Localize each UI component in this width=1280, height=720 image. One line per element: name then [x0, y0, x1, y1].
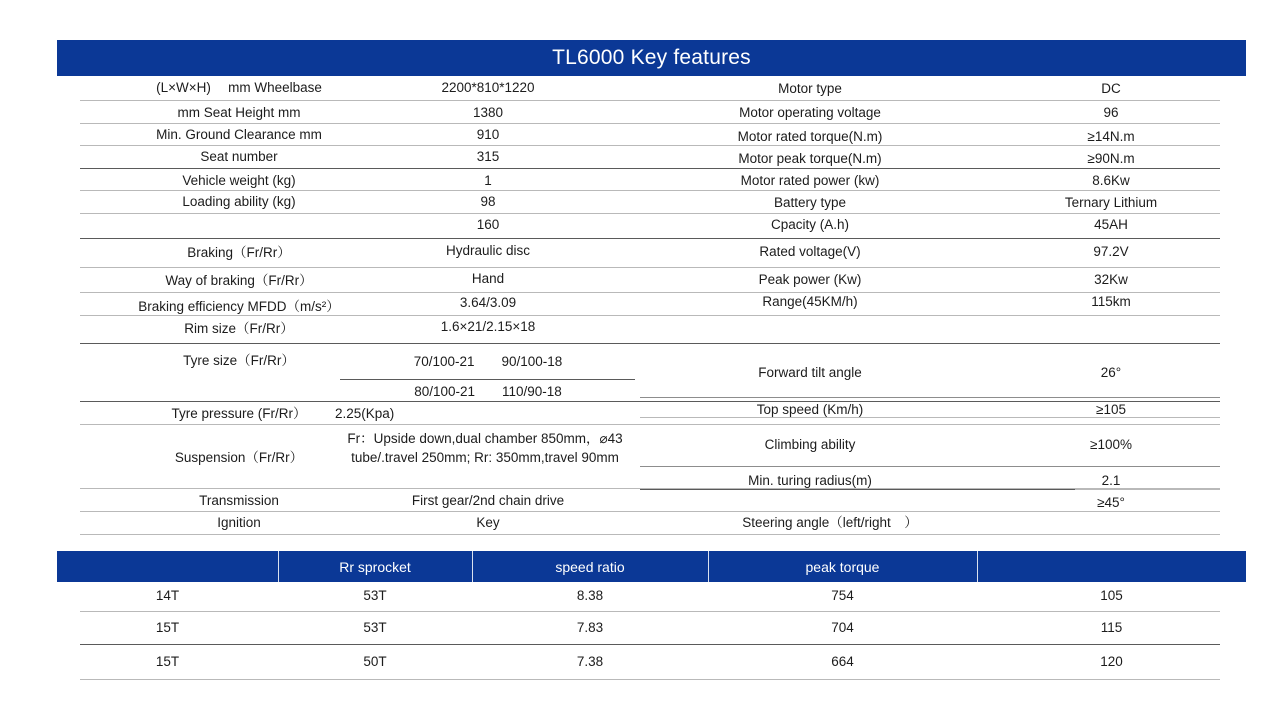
- row-divider: [80, 190, 1220, 191]
- spec-label: Tyre size（Fr/Rr）: [183, 353, 295, 368]
- row-divider: [80, 315, 1220, 316]
- spec-label: Vehicle weight (kg): [182, 173, 296, 188]
- spec-value: 315: [476, 149, 500, 164]
- spec-label: Rim size（Fr/Rr）: [184, 321, 294, 336]
- gear-cell: 50T: [363, 654, 387, 669]
- gear-cell: 7.83: [576, 620, 604, 635]
- gear-cell: 53T: [363, 588, 387, 603]
- row-divider: [80, 343, 1220, 344]
- row-divider: [80, 213, 1220, 214]
- gear-cell: 664: [831, 654, 854, 669]
- spec-value: 32Kw: [1094, 272, 1128, 287]
- spec-label: Motor operating voltage: [739, 105, 881, 120]
- row-divider: [1075, 489, 1220, 490]
- spec-label: Ignition: [217, 515, 261, 530]
- gear-cell: 15T: [155, 654, 180, 669]
- spec-label: Battery type: [773, 195, 847, 210]
- spec-value: ≥45°: [1097, 495, 1125, 510]
- row-divider: [640, 511, 1220, 512]
- spec-label: mm Seat Height mm: [177, 105, 301, 120]
- row-divider: [640, 489, 1075, 490]
- gear-header-divider: [278, 551, 279, 582]
- spec-value: 1380: [472, 105, 504, 120]
- spec-value: 910: [476, 127, 500, 142]
- row-divider: [80, 267, 1220, 268]
- spec-value: ≥105: [1096, 402, 1126, 417]
- gear-table-header-cell: [708, 551, 977, 582]
- spec-value: 45AH: [1094, 217, 1128, 232]
- gear-col-header: Rr sprocket: [339, 558, 411, 575]
- row-divider: [640, 397, 1220, 398]
- gear-header-divider: [708, 551, 709, 582]
- gear-cell: 704: [831, 620, 854, 635]
- gear-col-header: [57, 551, 278, 582]
- gear-col-header: speed ratio: [555, 558, 625, 575]
- gear-cell: 105: [1100, 588, 1123, 603]
- page-title: TL6000 Key features: [552, 46, 751, 69]
- spec-label: Motor rated torque(N.m): [737, 129, 883, 144]
- row-divider: [80, 534, 1220, 535]
- spec-label: Peak power (Kw): [758, 272, 862, 287]
- row-divider: [640, 466, 1220, 467]
- spec-value: 70/100-21 90/100-18: [413, 354, 563, 369]
- spec-value: 115km: [1091, 294, 1131, 309]
- row-divider: [80, 100, 1220, 101]
- spec-label: Motor peak torque(N.m): [738, 151, 882, 166]
- gear-table-header-cell: [977, 551, 1246, 582]
- spec-label: Loading ability (kg): [182, 194, 296, 209]
- spec-value: 96: [1103, 105, 1119, 120]
- page-title-bar: [57, 40, 1246, 76]
- gear-col-header: [977, 551, 1246, 582]
- gear-row-divider: [80, 644, 1220, 645]
- spec-label: Seat number: [200, 149, 278, 164]
- gear-row-divider: [80, 611, 1220, 612]
- spec-label: (L×W×H) mm Wheelbase: [156, 80, 322, 95]
- spec-label: Min. turing radius(m): [748, 473, 872, 488]
- spec-label: Braking efficiency MFDD（m/s²）: [138, 299, 340, 314]
- spec-label: Transmission: [199, 493, 279, 508]
- row-divider: [80, 238, 1220, 239]
- spec-value: Key: [476, 515, 500, 530]
- gear-header-divider: [472, 551, 473, 582]
- spec-value: 2.1: [1101, 473, 1121, 488]
- spec-label: Climbing ability: [764, 437, 856, 452]
- spec-label: Cpacity (A.h): [770, 217, 850, 232]
- spec-value: 3.64/3.09: [459, 295, 517, 310]
- spec-value: ≥14N.m: [1087, 129, 1135, 144]
- spec-label: Motor rated power (kw): [740, 173, 880, 188]
- gear-table-header-cell: [472, 551, 708, 582]
- spec-value: 2200*810*1220: [441, 80, 535, 95]
- spec-value: 26°: [1100, 365, 1122, 380]
- gear-cell: 7.38: [576, 654, 604, 669]
- row-divider: [80, 424, 1220, 425]
- gear-cell: 120: [1100, 654, 1123, 669]
- tyre-size-subdivider: [340, 379, 635, 380]
- spec-label: Range(45KM/h): [762, 294, 858, 309]
- spec-value: ≥90N.m: [1087, 151, 1135, 166]
- row-divider: [640, 417, 1220, 418]
- spec-value: Ternary Lithium: [1064, 195, 1158, 210]
- spec-value: 2.25(Kpa): [335, 406, 395, 421]
- spec-value: First gear/2nd chain drive: [411, 493, 565, 508]
- spec-label: Suspension（Fr/Rr）: [174, 450, 304, 465]
- spec-value: Fr：Upside down,dual chamber 850mm，⌀43 tube/.travel 250mm; Rr: 350mm,travel 90mm: [347, 431, 623, 466]
- spec-label: Braking（Fr/Rr）: [187, 245, 291, 260]
- spec-value: 1.6×21/2.15×18: [440, 319, 536, 334]
- row-divider: [80, 292, 1220, 293]
- row-divider: [80, 168, 1220, 169]
- row-divider: [80, 123, 1220, 124]
- spec-label: Tyre pressure (Fr/Rr）: [171, 406, 307, 421]
- gear-col-header: peak torque: [805, 558, 880, 575]
- gear-cell: 754: [831, 588, 854, 603]
- spec-value: ≥100%: [1090, 437, 1132, 452]
- spec-label: Way of braking（Fr/Rr）: [165, 273, 313, 288]
- spec-value: 1: [484, 173, 492, 188]
- gear-header-divider: [977, 551, 978, 582]
- gear-table-header-cell: [57, 551, 278, 582]
- spec-label: Top speed (Km/h): [756, 402, 864, 417]
- gear-row-divider: [80, 679, 1220, 680]
- spec-value: 98: [480, 194, 496, 209]
- spec-value: Hydraulic disc: [445, 243, 531, 258]
- spec-value: Hand: [471, 271, 505, 286]
- spec-label: Steering angle（left/right ）: [742, 515, 918, 530]
- gear-table-header-cell: [278, 551, 472, 582]
- spec-value: 8.6Kw: [1092, 173, 1130, 188]
- spec-value: 97.2V: [1093, 244, 1129, 259]
- spec-label: Rated voltage(V): [759, 244, 861, 259]
- gear-cell: 14T: [155, 588, 180, 603]
- gear-cell: 115: [1100, 620, 1123, 635]
- spec-value: 80/100-21 110/90-18: [414, 384, 562, 399]
- spec-value: 160: [476, 217, 500, 232]
- spec-label: Min. Ground Clearance mm: [156, 127, 322, 142]
- row-divider: [80, 145, 1220, 146]
- spec-value: DC: [1101, 81, 1121, 96]
- spec-label: Forward tilt angle: [758, 365, 862, 380]
- spec-label: Motor type: [778, 81, 842, 96]
- gear-cell: 15T: [155, 620, 180, 635]
- gear-cell: 53T: [363, 620, 387, 635]
- gear-cell: 8.38: [576, 588, 604, 603]
